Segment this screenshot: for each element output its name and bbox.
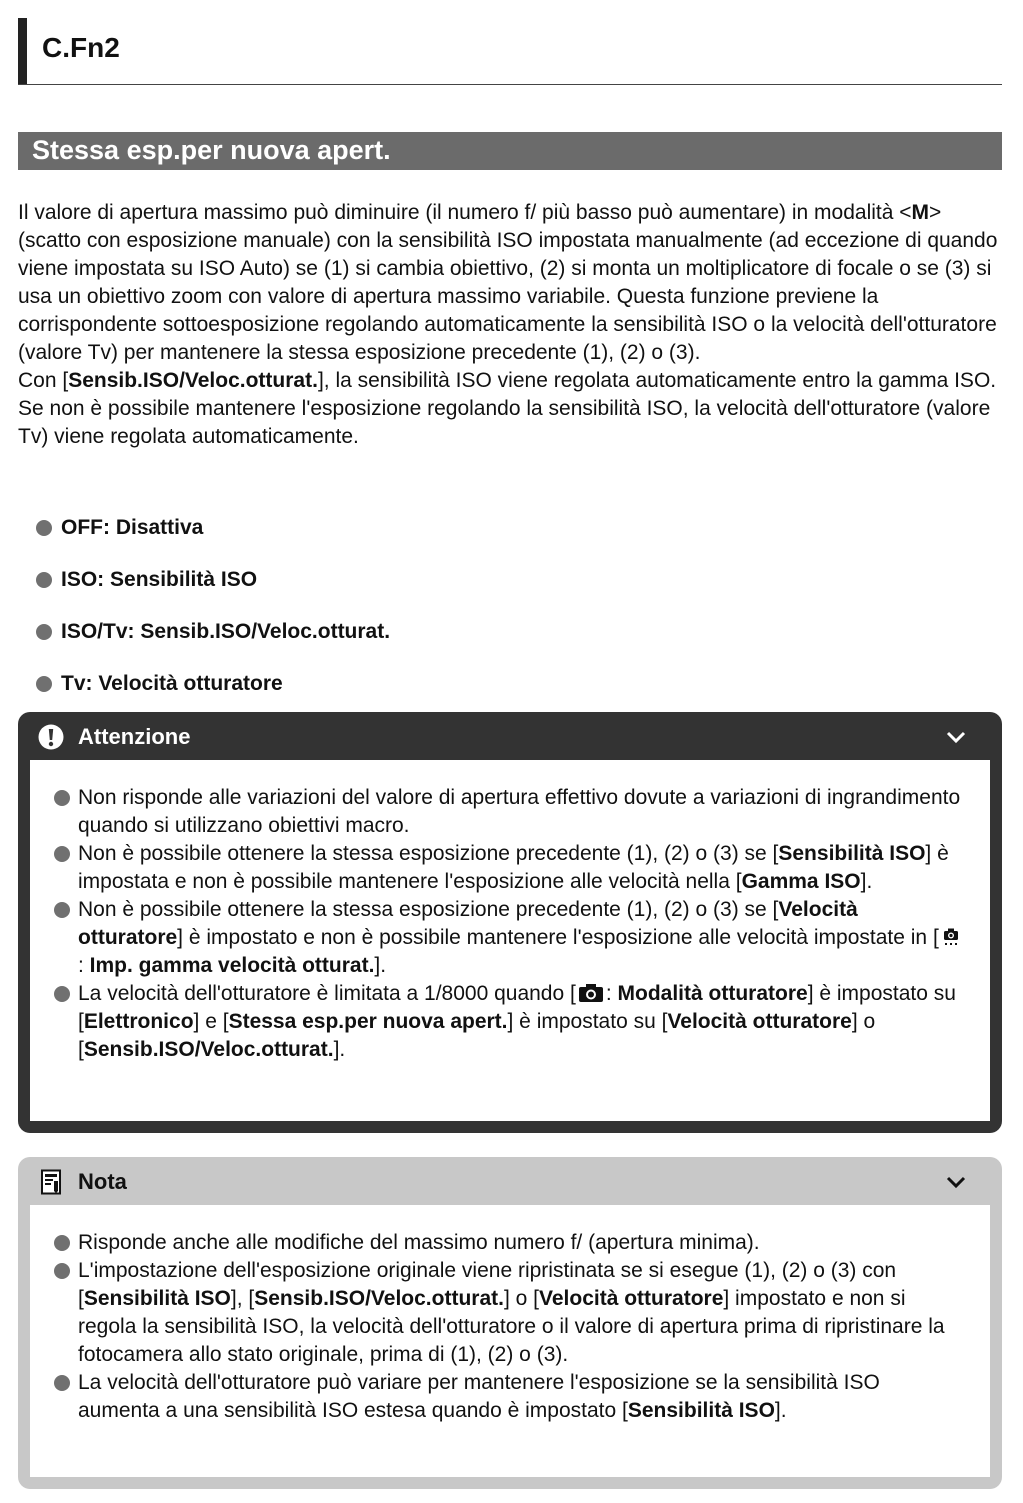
- note-item: [54, 1229, 966, 1257]
- setting-name: Elettronico: [83, 1010, 194, 1033]
- text-run: ].: [333, 1038, 346, 1061]
- text-run: ] o [: [78, 1010, 876, 1061]
- option-list: [36, 502, 936, 710]
- note-body: [30, 1205, 990, 1477]
- bullet-dot-icon: [54, 1235, 70, 1251]
- attention-title: Attenzione: [78, 724, 191, 749]
- text-run: ] o [: [503, 1287, 539, 1310]
- bullet-dot-icon: [54, 790, 70, 806]
- chevron-down-icon[interactable]: [946, 730, 966, 744]
- setting-name: Imp. gamma velocità otturat.: [89, 954, 375, 977]
- page-header: [18, 18, 1002, 85]
- text-run: ] e [: [193, 1010, 229, 1033]
- text-run: ].: [374, 954, 387, 977]
- text-run: ] è impostata e non è possibile mantenere l'esposizione alle velocità nella [: [78, 842, 949, 893]
- text-run: ] è impostato su [: [78, 982, 956, 1033]
- setting-name: Sensibilità ISO: [778, 842, 926, 865]
- text-run: ], la sensibilità ISO viene regolata automaticamente entro la gamma ISO. Se non è possibile mantenere l'esposizione regolando la sensibilità ISO, la velocità dell'otturatore (valore Tv) viene regolata automaticamente.: [18, 369, 997, 448]
- page-title: C.Fn2: [42, 32, 120, 63]
- title-accent-bar: [18, 18, 27, 84]
- setting-name: Gamma ISO: [741, 870, 861, 893]
- text-run: :: [605, 982, 618, 1005]
- attention-item: [54, 784, 966, 840]
- note-panel-header[interactable]: [18, 1157, 1002, 1205]
- text-run: Risponde anche alle modifiche del massimo numero f/ (apertura minima).: [78, 1231, 760, 1254]
- section-title: Stessa esp.per nuova apert.: [32, 135, 391, 165]
- text-run: L'impostazione dell'esposizione originale viene ripristinata se si esegue (1), (2) o (3) con [: [78, 1259, 897, 1310]
- setting-name: Velocità otturatore: [539, 1287, 724, 1310]
- bullet-dot-icon: [36, 572, 52, 588]
- mode-label: M: [911, 201, 930, 224]
- attention-item: [54, 840, 966, 896]
- text-run: ].: [860, 870, 873, 893]
- text-run: ], [: [230, 1287, 255, 1310]
- text-run: Non è possibile ottenere la stessa esposizione precedente (1), (2) o (3) se [: [78, 842, 779, 865]
- warning-icon: [38, 724, 64, 750]
- bullet-dot-icon: [54, 986, 70, 1002]
- option-item: [36, 606, 936, 658]
- text-run: La velocità dell'otturatore può variare per mantenere l'esposizione se la sensibilità ISO aumenta a una sensibilità ISO estesa quando è impostato [: [78, 1371, 880, 1422]
- setting-name: Modalità otturatore: [617, 982, 808, 1005]
- bullet-dot-icon: [36, 624, 52, 640]
- text-run: ] impostato e non si regola la sensibilità ISO, la velocità dell'otturatore o il valore di apertura prima di ripristinare la fotocamera allo stato originale, prima di (1), (2) o (3).: [78, 1287, 945, 1366]
- text-run: La velocità dell'otturatore è limitata a 1/8000 quando [: [78, 982, 576, 1005]
- attention-panel: [18, 712, 1002, 1133]
- setting-name: Sensib.ISO/Veloc.otturat.: [83, 1038, 334, 1061]
- intro-paragraph-1: [18, 199, 1003, 367]
- section-header: [18, 132, 1002, 170]
- text-run: ].: [774, 1399, 787, 1422]
- text-run: ] è impostato su [: [507, 1010, 668, 1033]
- option-label: Tv: Velocità otturatore: [61, 672, 283, 695]
- bullet-dot-icon: [54, 846, 70, 862]
- attention-item: [54, 896, 966, 980]
- text-run: Con [: [18, 369, 69, 392]
- option-label: ISO: Sensibilità ISO: [61, 568, 258, 591]
- option-item: [36, 554, 936, 606]
- setting-name: Velocità otturatore: [667, 1010, 852, 1033]
- setting-name: Stessa esp.per nuova apert.: [228, 1010, 508, 1033]
- setting-name: Sensib.ISO/Veloc.otturat.: [254, 1287, 504, 1310]
- note-item: [54, 1257, 966, 1369]
- setting-name: Velocità otturatore: [78, 898, 858, 949]
- camera-icon: [578, 983, 604, 1003]
- memo-icon: [38, 1169, 64, 1195]
- setting-name: Sensibilità ISO: [627, 1399, 775, 1422]
- intro-text: [18, 199, 1003, 451]
- attention-item: [54, 980, 966, 1064]
- option-item: [36, 502, 936, 554]
- text-run: Non è possibile ottenere la stessa esposizione precedente (1), (2) o (3) se [: [78, 898, 779, 921]
- bullet-dot-icon: [54, 1375, 70, 1391]
- bullet-dot-icon: [36, 520, 52, 536]
- note-item: [54, 1369, 966, 1425]
- note-title: Nota: [78, 1169, 127, 1194]
- chevron-down-icon[interactable]: [946, 1175, 966, 1189]
- attention-body: [30, 760, 990, 1121]
- bullet-dot-icon: [54, 902, 70, 918]
- option-label: OFF: Disattiva: [61, 516, 204, 539]
- text-run: :: [78, 954, 90, 977]
- setting-name: Sensibilità ISO: [83, 1287, 231, 1310]
- attention-panel-header[interactable]: [18, 712, 1002, 760]
- text-run: ] è impostato e non è possibile mantenere l'esposizione alle velocità impostate in [: [177, 926, 939, 949]
- text-run: Il valore di apertura massimo può diminuire (il numero f/ più basso può aumentare) in modalità <: [18, 201, 912, 224]
- intro-paragraph-2: [18, 367, 1003, 451]
- text-run: > (scatto con esposizione manuale) con la sensibilità ISO impostata manualmente (ad eccezione di quando viene impostata su ISO Auto) se (1) si cambia obiettivo, (2) si monta un moltiplicatore di focale o se (3) si usa un obiettivo zoom con valore di apertura massimo variabile. Questa funzione previene la corrispondente sottoesposizione regolando automaticamente la sensibilità ISO o la velocità dell'otturatore (valore Tv) per mantenere la stessa esposizione precedente (1), (2) o (3).: [18, 201, 998, 364]
- option-label: ISO/Tv: Sensib.ISO/Veloc.otturat.: [61, 620, 391, 643]
- setting-name: Sensib.ISO/Veloc.otturat.: [68, 369, 318, 392]
- note-panel: [18, 1157, 1002, 1489]
- option-item: [36, 658, 936, 710]
- text-run: Non risponde alle variazioni del valore di apertura effettivo dovute a variazioni di ingrandimento quando si utilizzano obiettivi macro.: [78, 786, 961, 837]
- shooting-custom-icon: [941, 927, 963, 947]
- bullet-dot-icon: [36, 676, 52, 692]
- bullet-dot-icon: [54, 1263, 70, 1279]
